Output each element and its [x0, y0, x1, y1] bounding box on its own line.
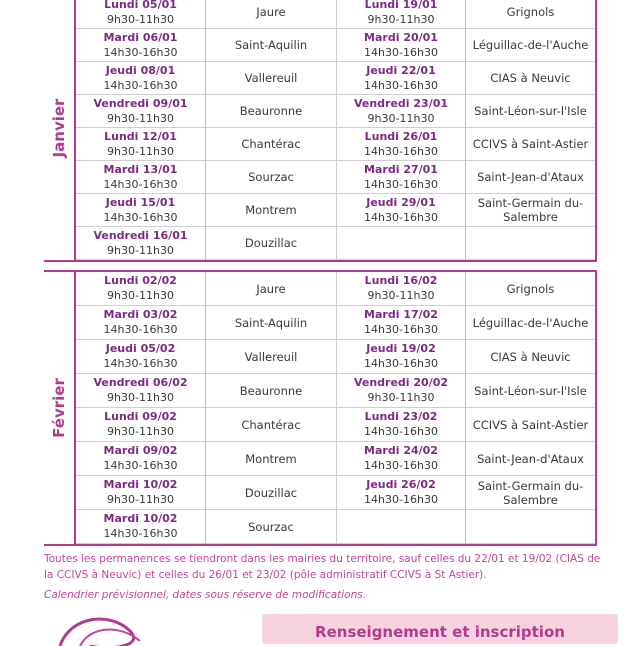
schedule-grid-janvier: [76, 0, 595, 260]
hours-label: 14h30-16h30: [103, 459, 178, 472]
hours-label: 9h30-11h30: [107, 243, 174, 257]
day-label: Lundi 16/02: [364, 274, 438, 287]
date-cell-right: [337, 476, 466, 510]
month-block-fevrier: [44, 270, 597, 546]
day-label: Vendredi 20/02: [353, 376, 449, 389]
date-cell-right: [337, 510, 466, 544]
hours-label: 14h30-16h30: [364, 144, 438, 158]
place-cell-left: [206, 374, 337, 408]
place-cell-left: [206, 408, 337, 442]
place-label: Saint-Jean-d'Ataux: [477, 451, 584, 466]
day-label: Vendredi 16/01: [93, 228, 188, 242]
place-label: Grignols: [506, 5, 555, 19]
place-cell-right: [466, 128, 595, 161]
place-label: Saint-Léon-sur-l'Isle: [474, 104, 587, 118]
place-label: Vallereuil: [244, 71, 298, 85]
place-cell-left: [206, 161, 337, 194]
month-block-janvier: [44, 0, 597, 262]
place-cell-left: [206, 510, 337, 544]
date-cell-left: [76, 62, 206, 95]
place-label: Chantérac: [241, 137, 301, 151]
day-label: Mardi 10/02: [103, 478, 178, 491]
date-cell-left: [76, 0, 206, 29]
day-label: Lundi 26/01: [364, 129, 438, 143]
hours-label: 9h30-11h30: [367, 12, 435, 26]
date-cell-right: [337, 227, 466, 260]
day-label: Lundi 12/01: [104, 129, 177, 143]
day-label: Lundi 19/01: [364, 0, 438, 11]
date-cell-right: [337, 340, 466, 374]
place-label: Saint-Germain du-Salembre: [477, 196, 584, 224]
date-cell-left: [76, 95, 206, 128]
place-label: Jaure: [256, 5, 286, 19]
date-cell-right: [337, 272, 466, 306]
hours-label: 9h30-11h30: [107, 425, 174, 438]
date-cell-left: [76, 194, 206, 227]
place-label: Léguillac-de-l'Auche: [472, 38, 589, 52]
date-cell-left: [76, 128, 206, 161]
day-label: Mardi 09/02: [103, 444, 178, 457]
hours-label: 14h30-16h30: [364, 493, 438, 506]
disclaimer-note: Calendrier prévisionnel, dates sous réserve de modifications.: [44, 589, 367, 601]
date-cell-right: [337, 408, 466, 442]
place-label: Vallereuil: [244, 349, 298, 364]
day-label: Vendredi 23/01: [353, 96, 449, 110]
place-cell-left: [206, 442, 337, 476]
hours-label: 9h30-11h30: [107, 144, 174, 158]
date-cell-left: [76, 161, 206, 194]
day-label: Jeudi 26/02: [366, 478, 436, 491]
date-cell-left: [76, 340, 206, 374]
day-label: Mardi 24/02: [364, 444, 438, 457]
day-label: Vendredi 09/01: [93, 96, 188, 110]
hours-label: 9h30-11h30: [367, 289, 435, 302]
place-label: Saint-Aquilin: [234, 38, 308, 52]
month-label-fevrier: [44, 272, 76, 544]
place-cell-left: [206, 272, 337, 306]
day-label: Lundi 09/02: [104, 410, 177, 423]
place-cell-right: [466, 476, 595, 510]
place-label: Douzillac: [244, 485, 298, 500]
date-cell-left: [76, 29, 206, 62]
place-cell-right: [466, 227, 595, 260]
day-label: Jeudi 19/02: [366, 342, 436, 355]
day-label: Mardi 13/01: [103, 162, 178, 176]
hours-label: 9h30-11h30: [107, 12, 174, 26]
day-label: Mardi 20/01: [364, 30, 438, 44]
date-cell-right: [337, 194, 466, 227]
place-cell-right: [466, 408, 595, 442]
place-label: Sourzac: [248, 519, 294, 534]
date-cell-left: [76, 510, 206, 544]
day-label: Jeudi 08/01: [105, 63, 176, 77]
day-label: Mardi 17/02: [364, 308, 438, 321]
date-cell-left: [76, 408, 206, 442]
place-cell-right: [466, 194, 595, 227]
day-label: Mardi 03/02: [103, 308, 178, 321]
place-cell-left: [206, 340, 337, 374]
month-name: Janvier: [50, 98, 68, 158]
place-label: Montrem: [245, 203, 297, 217]
hours-label: 14h30-16h30: [364, 357, 438, 370]
schedule-grid-fevrier: [76, 272, 595, 544]
hours-label: 14h30-16h30: [103, 45, 178, 59]
place-label: Saint-Jean-d'Ataux: [477, 170, 584, 184]
date-cell-left: [76, 442, 206, 476]
hours-label: 14h30-16h30: [364, 425, 438, 438]
date-cell-right: [337, 161, 466, 194]
place-label: Sourzac: [248, 170, 294, 184]
day-label: Mardi 06/01: [103, 30, 178, 44]
date-cell-right: [337, 29, 466, 62]
hours-label: 14h30-16h30: [103, 177, 178, 191]
date-cell-left: [76, 306, 206, 340]
day-label: Jeudi 15/01: [105, 195, 176, 209]
place-label: Jaure: [256, 281, 286, 296]
date-cell-left: [76, 227, 206, 260]
date-cell-left: [76, 374, 206, 408]
location-note: Toutes les permanences se tiendront dans les mairies du territoire, sauf celles du 22/01 et 19/02 (CIAS de la CCIVS à Neuvic) et celles du 26/01 et 23/02 (pôle administratif CCIVS à St Astier).: [44, 553, 601, 581]
place-label: Montrem: [245, 451, 297, 466]
banner-title: Renseignement et inscription: [315, 623, 565, 641]
place-label: Grignols: [506, 281, 555, 296]
place-cell-left: [206, 306, 337, 340]
hours-label: 14h30-16h30: [364, 45, 438, 59]
place-cell-right: [466, 374, 595, 408]
hours-label: 14h30-16h30: [364, 177, 438, 191]
place-cell-left: [206, 128, 337, 161]
place-cell-right: [466, 442, 595, 476]
place-cell-right: [466, 161, 595, 194]
hours-label: 9h30-11h30: [107, 493, 174, 506]
place-label: Beauronne: [239, 383, 303, 398]
place-label: Chantérac: [241, 417, 301, 432]
place-cell-left: [206, 62, 337, 95]
month-label-janvier: [44, 0, 76, 260]
hours-label: 14h30-16h30: [103, 323, 178, 336]
hours-label: 14h30-16h30: [364, 459, 438, 472]
hours-label: 9h30-11h30: [367, 391, 435, 404]
date-cell-right: [337, 374, 466, 408]
date-cell-right: [337, 62, 466, 95]
day-label: Lundi 02/02: [104, 274, 177, 287]
day-label: Mardi 10/02: [103, 512, 178, 525]
day-label: Jeudi 05/02: [105, 342, 176, 355]
hours-label: 9h30-11h30: [107, 289, 174, 302]
place-cell-left: [206, 0, 337, 29]
date-cell-right: [337, 442, 466, 476]
place-cell-left: [206, 95, 337, 128]
hours-label: 14h30-16h30: [364, 210, 438, 224]
day-label: Mardi 27/01: [364, 162, 438, 176]
place-label: Saint-Germain du-Salembre: [477, 478, 584, 507]
date-cell-right: [337, 0, 466, 29]
place-label: Saint-Aquilin: [234, 315, 308, 330]
date-cell-right: [337, 128, 466, 161]
place-cell-right: [466, 340, 595, 374]
month-name: Février: [50, 378, 68, 438]
place-cell-right: [466, 272, 595, 306]
place-label: Saint-Léon-sur-l'Isle: [474, 383, 587, 398]
date-cell-left: [76, 272, 206, 306]
place-label: CIAS à Neuvic: [490, 71, 571, 85]
hours-label: 9h30-11h30: [107, 391, 174, 404]
day-label: Lundi 23/02: [364, 410, 438, 423]
place-cell-right: [466, 306, 595, 340]
place-cell-right: [466, 29, 595, 62]
place-label: Beauronne: [239, 104, 303, 118]
place-cell-right: [466, 95, 595, 128]
place-label: CIAS à Neuvic: [490, 349, 571, 364]
hours-label: 14h30-16h30: [364, 78, 438, 92]
hours-label: 14h30-16h30: [103, 357, 178, 370]
place-cell-right: [466, 62, 595, 95]
hours-label: 14h30-16h30: [103, 210, 178, 224]
place-label: CCIVS à Saint-Astier: [472, 137, 589, 151]
day-label: Jeudi 29/01: [366, 195, 436, 209]
day-label: Jeudi 22/01: [366, 63, 436, 77]
place-cell-left: [206, 194, 337, 227]
place-cell-left: [206, 476, 337, 510]
hours-label: 9h30-11h30: [107, 111, 174, 125]
hours-label: 14h30-16h30: [364, 323, 438, 336]
place-label: Léguillac-de-l'Auche: [472, 315, 589, 330]
place-cell-left: [206, 29, 337, 62]
place-cell-right: [466, 510, 595, 544]
date-cell-right: [337, 95, 466, 128]
place-label: Douzillac: [244, 236, 298, 250]
hours-label: 14h30-16h30: [103, 527, 178, 540]
day-label: Lundi 05/01: [104, 0, 177, 11]
day-label: Vendredi 06/02: [93, 376, 188, 389]
place-label: CCIVS à Saint-Astier: [472, 417, 589, 432]
place-cell-right: [466, 0, 595, 29]
date-cell-right: [337, 306, 466, 340]
decorative-swirl-icon: [50, 606, 170, 646]
hours-label: 9h30-11h30: [367, 111, 435, 125]
hours-label: 14h30-16h30: [103, 78, 178, 92]
place-cell-left: [206, 227, 337, 260]
date-cell-left: [76, 476, 206, 510]
